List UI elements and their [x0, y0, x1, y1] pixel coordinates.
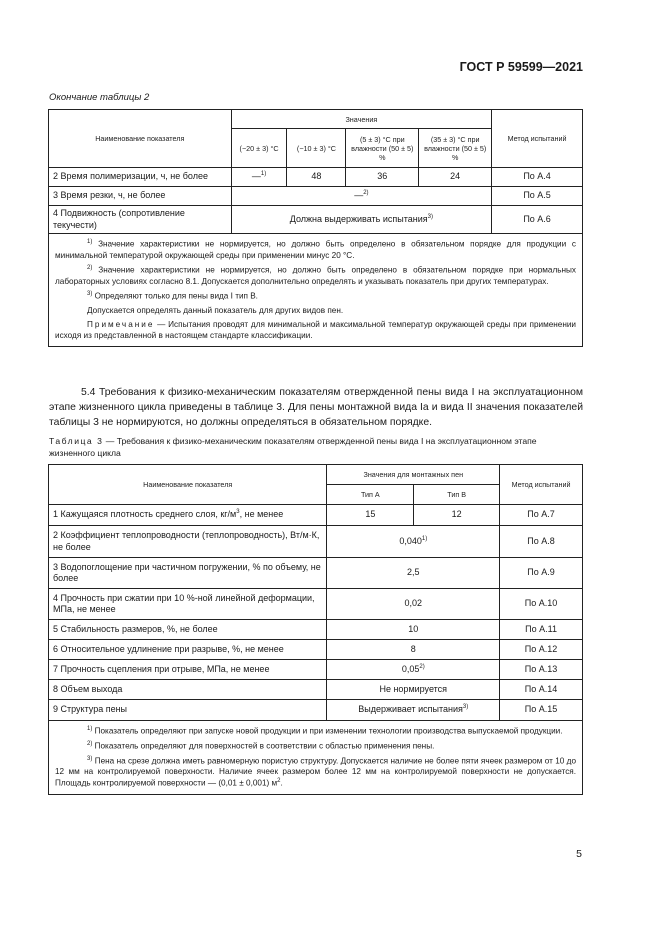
t2-head-cond-1: (−20 ± 3) °С	[231, 129, 287, 168]
row-name: 7 Прочность сцепления при отрыве, МПа, не менее	[49, 660, 327, 680]
row-name: 6 Относительное удлинение при разрыве, %, не менее	[49, 640, 327, 660]
t2-head-values: Значения	[231, 110, 492, 129]
row-method: По А.8	[500, 526, 583, 558]
t3-head-type-a: Тип А	[327, 485, 414, 505]
table-row	[49, 660, 583, 680]
row-value: 36	[346, 168, 419, 187]
row-method: По А.10	[500, 589, 583, 620]
table-row	[49, 206, 583, 234]
table-row	[49, 680, 583, 700]
row-method: По А.4	[492, 168, 583, 187]
row-value: Должна выдерживать испытания$^{3)}$	[231, 206, 492, 234]
row-method: По А.11	[500, 620, 583, 640]
row-name: 4 Прочность при сжатии при 10 %-ной линейной деформации, МПа, не менее	[49, 589, 327, 620]
table-note: Примечание — Испытания проводят для минимальной и максимальной температур окружающей среды при применении исходя из представленной в настоящем стандарте классификации.	[55, 319, 576, 340]
row-value: 8	[327, 640, 500, 660]
row-method: По А.9	[500, 558, 583, 589]
row-value: 24	[419, 168, 492, 187]
t2-head-method: Метод испытаний	[492, 110, 583, 168]
row-value: 0,05$^{2)}$	[327, 660, 500, 680]
table-2	[48, 109, 583, 347]
t3-head-method: Метод испытаний	[500, 465, 583, 505]
row-method: По А.14	[500, 680, 583, 700]
page-number: 5	[576, 848, 582, 860]
table-row	[49, 526, 583, 558]
row-value: 0,02	[327, 589, 500, 620]
row-name: 3 Водопоглощение при частичном погружении, % по объему, не более	[49, 558, 327, 589]
row-name: 1 Кажущаяся плотность среднего слоя, $кг/м^3$, не менее	[49, 505, 327, 526]
row-value: Выдерживает испытания$^{3)}$	[327, 700, 500, 721]
t2-footnotes	[49, 234, 583, 347]
t2-head-cond-2: (−10 ± 3) °С	[287, 129, 346, 168]
row-name: 3 Время резки, ч, не более	[49, 187, 232, 206]
footnote: $^{3)}$ Пена на срезе должна иметь равномерную пористую структуру. Допускается наличие не более пяти ячеек размером от 10 до 12 мм на контролируемой поверхности. Наличие ячеек размером более 12 мм на контролируемой поверхности не допускается. Площадь контролируемой поверхности — (0,01 ± 0,001) $м^2$.	[55, 755, 576, 789]
row-method: По А.7	[500, 505, 583, 526]
row-method: По А.12	[500, 640, 583, 660]
row-value: —$^{2)}$	[231, 187, 492, 206]
row-method: По А.13	[500, 660, 583, 680]
footnote: $^{3)}$ Определяют только для пены вида I тип В.	[87, 290, 258, 301]
table-row	[49, 558, 583, 589]
row-name: 9 Структура пены	[49, 700, 327, 721]
table-row	[49, 700, 583, 721]
t3-head-values: Значения для монтажных пен	[327, 465, 500, 485]
footnote: $^{2)}$ Показатель определяют для поверхностей в соответствии с областью применения пены.	[87, 740, 435, 751]
t3-head-name: Наименование показателя	[49, 465, 327, 505]
table-row	[49, 505, 583, 526]
table2-continuation-caption: Окончание таблицы 2	[49, 92, 150, 103]
row-method: По А.5	[492, 187, 583, 206]
row-value: 10	[327, 620, 500, 640]
table-row	[49, 640, 583, 660]
table-row	[49, 620, 583, 640]
table-row	[49, 187, 583, 206]
paragraph-5-4: 5.4 Требования к физико-механическим показателям отвержденной пены вида I на эксплуатационном этапе жизненного цикла приведены в таблице 3. Для пены монтажной вида Ia и вида II значения показателей таблицы 3 не нормируются, но должны определяться в обязательном порядке.	[49, 387, 583, 429]
row-name: 8 Объем выхода	[49, 680, 327, 700]
row-name: 2 Время полимеризации, ч, не более	[49, 168, 232, 187]
row-name: 4 Подвижность (сопротивление текучести)	[49, 206, 232, 234]
footnote: $^{1)}$ Значение характеристики не нормируется, но должно быть определено в обязательном порядке для продукции с минимальной температурой окружающей среды при применении минус 20 °С.	[55, 239, 576, 260]
row-value: Не нормируется	[327, 680, 500, 700]
table3-caption: Таблица 3 — Требования к физико-механическим показателям отвержденной пены вида I на эксплуатационном этапе жизненного цикла	[49, 436, 537, 458]
row-name: 5 Стабильность размеров, %, не более	[49, 620, 327, 640]
t2-head-cond-4: (35 ± 3) °С при влажности (50 ± 5) %	[419, 129, 492, 168]
footnote: $^{1)}$ Показатель определяют при запуске новой продукции и при изменении технологии производства выпускаемой продукции.	[87, 726, 563, 736]
t2-head-cond-3: (5 ± 3) °С при влажности (50 ± 5) %	[346, 129, 419, 168]
table-row	[49, 589, 583, 620]
row-value: —$^{1)}$	[231, 168, 287, 187]
document-code: ГОСТ Р 59599—2021	[459, 60, 583, 74]
row-value-a: 15	[327, 505, 414, 526]
row-name: 2 Коэффициент теплопроводности (теплопроводность), Вт/м·К, не более	[49, 526, 327, 558]
t2-head-name: Наименование показателя	[49, 110, 232, 168]
row-value: 48	[287, 168, 346, 187]
row-method: По А.6	[492, 206, 583, 234]
footnote: $^{2)}$ Значение характеристики не нормируется, но должно быть определено в обязательном порядке при нормальных лабораторных условиях согласно 8.1. Допускается дополнительно определять и указывать показатель при других температурах.	[55, 264, 576, 286]
table-3	[48, 464, 583, 795]
row-value-b: 12	[414, 505, 500, 526]
t3-footnotes	[49, 721, 583, 795]
t3-head-type-b: Тип В	[414, 485, 500, 505]
table-row	[49, 168, 583, 187]
row-value: 0,040$^{1)}$	[327, 526, 500, 558]
row-method: По А.15	[500, 700, 583, 721]
row-value: 2,5	[327, 558, 500, 589]
extra-note: Допускается определять данный показатель для других видов пен.	[87, 305, 344, 315]
